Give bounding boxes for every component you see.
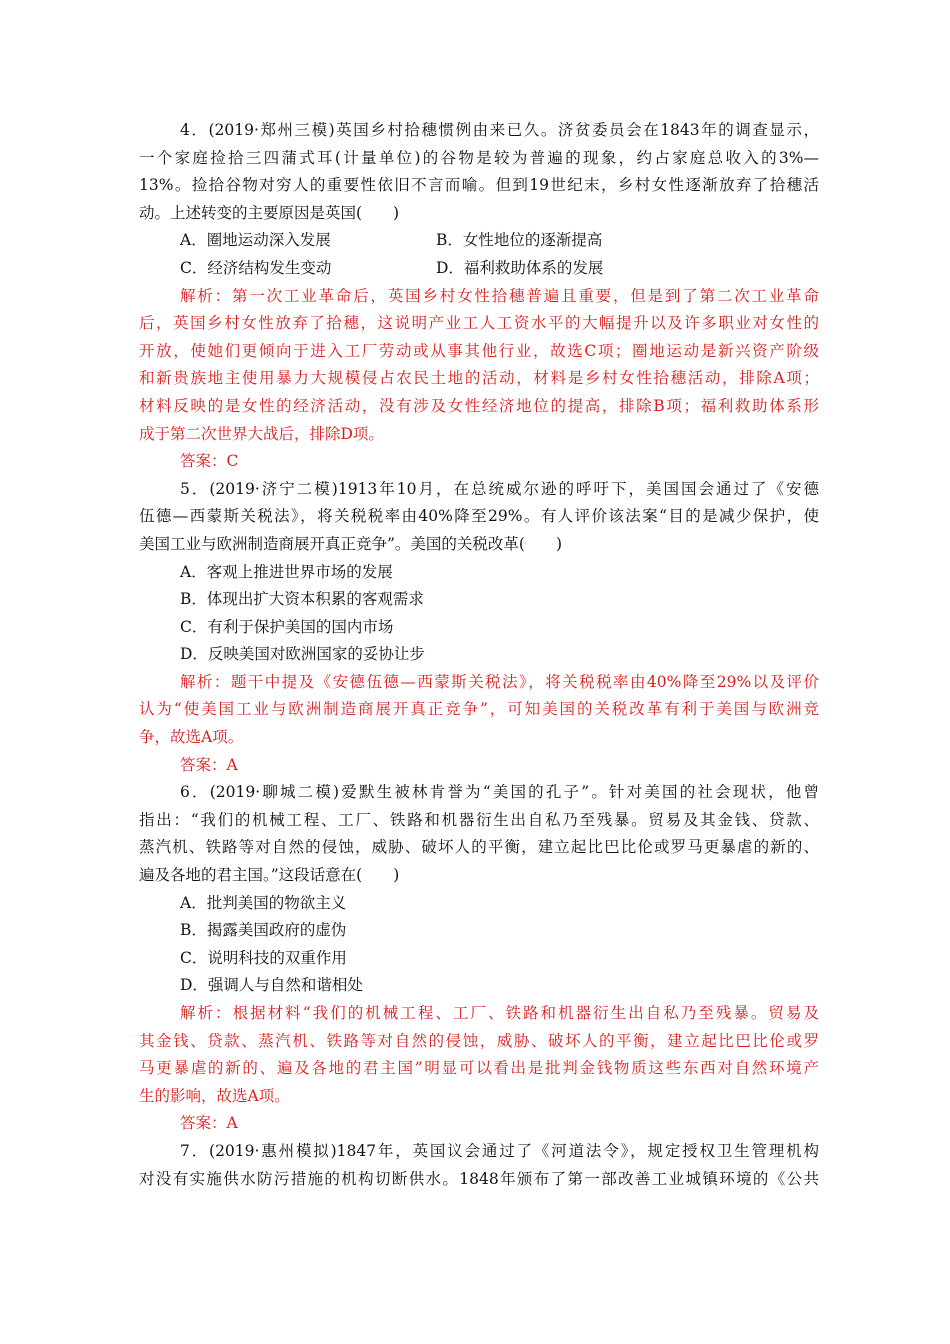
- question-6: [139, 779, 819, 1138]
- question-stem-line: 对没有实施供水防污措施的机构切断供水。1848年颁布了第一部改善工业城镇环境的《公共: [139, 1169, 819, 1188]
- analysis-line: 马更暴虐的新的、遍及各地的君主国”明显可以看出是批判金钱物质这些东西对自然环境产: [139, 1059, 819, 1078]
- option-c: C．说明科技的双重作用: [180, 948, 347, 967]
- question-stem-line: 4．(2019·郑州三模)英国乡村拾穗惯例由来已久。济贫委员会在1843年的调查显示，: [180, 121, 819, 139]
- question-stem-line: 伍德—西蒙斯关税法》，将关税税率由40%降至29%。有人评价该法案“目的是减少保护，使: [139, 507, 819, 526]
- question-stem-line: 蒸汽机、铁路等对自然的侵蚀，威胁、破坏人的平衡，建立起比巴比伦或罗马更暴虐的新的、: [139, 838, 819, 857]
- analysis-line: 成于第二次世界大战后，排除D项。: [139, 424, 384, 443]
- question-stem-line: 一个家庭捡拾三四蒲式耳(计量单位)的谷物是较为普遍的现象，约占家庭总收入的3%—: [139, 148, 819, 167]
- option-d: D．强调人与自然和谐相处: [180, 976, 363, 995]
- options-row: [139, 227, 819, 255]
- question-stem-line: 13%。捡拾谷物对穷人的重要性依旧不言而喻。但到19世纪末，乡村女性逐渐放弃了拾穗活: [139, 176, 819, 195]
- analysis-line: 争，故选A项。: [139, 728, 244, 747]
- question-stem-line: 6．(2019·聊城二模)爱默生被林肯誉为“美国的孔子”。针对美国的社会现状，他曾: [180, 783, 819, 802]
- analysis-line: 后，英国乡村女性放弃了拾穗，这说明产业工人工资水平的大幅提升以及许多职业对女性的: [139, 314, 819, 333]
- option-d: D．福利救助体系的发展: [436, 258, 604, 277]
- question-4: [139, 117, 819, 476]
- option-d: D．反映美国对欧洲国家的妥协让步: [180, 645, 425, 664]
- option-b: B．女性地位的逐渐提高: [436, 231, 603, 250]
- question-7: [139, 1138, 819, 1193]
- option-b: B．揭露美国政府的虚伪: [180, 921, 347, 940]
- options-row: [139, 255, 819, 283]
- option-a: A．圈地运动深入发展: [180, 231, 331, 250]
- option-c: C．经济结构发生变动: [180, 258, 332, 277]
- question-5: [139, 476, 819, 780]
- question-stem-line: 5．(2019·济宁二模)1913年10月，在总统威尔逊的呼吁下，美国国会通过了《安德: [180, 479, 819, 498]
- answer: 答案：C: [180, 452, 239, 471]
- question-stem-line: 动。上述转变的主要原因是英国( ): [139, 203, 400, 222]
- page-content: [139, 117, 819, 1193]
- analysis-line: 开放，使她们更倾向于进入工厂劳动或从事其他行业，故选C项；圈地运动是新兴资产阶级: [139, 341, 819, 360]
- question-stem-line: 美国工业与欧洲制造商展开真正竞争”。美国的关税改革( ): [139, 534, 563, 553]
- option-a: A．客观上推进世界市场的发展: [180, 562, 393, 581]
- analysis-line: 解析：第一次工业革命后，英国乡村女性拾穗普遍且重要，但是到了第二次工业革命: [180, 286, 819, 305]
- question-stem-line: 指出：“我们的机械工程、工厂、铁路和机器衍生出自私乃至残暴。贸易及其金钱、贷款、: [139, 810, 819, 829]
- option-b: B．体现出扩大资本积累的客观需求: [180, 590, 424, 609]
- question-stem-line: 遍及各地的君主国。”这段话意在( ): [139, 866, 400, 885]
- analysis-line: 解析：题干中提及《安德伍德—西蒙斯关税法》，将关税税率由40%降至29%以及评价: [180, 672, 819, 691]
- analysis-line: 材料反映的是女性的经济活动，没有涉及女性经济地位的提高，排除B项；福利救助体系形: [139, 396, 819, 415]
- analysis-line: 认为“使美国工业与欧洲制造商展开真正竞争”，可知美国的关税改革有利于美国与欧洲竞: [139, 700, 819, 719]
- answer: 答案：A: [180, 755, 238, 774]
- analysis-line: 和新贵族地主使用暴力大规模侵占农民土地的活动，材料是乡村女性拾穗活动，排除A项；: [139, 369, 819, 388]
- analysis-line: 解析：根据材料“我们的机械工程、工厂、铁路和机器衍生出自私乃至残暴。贸易及: [180, 1004, 819, 1022]
- question-stem-line: 7．(2019·惠州模拟)1847年，英国议会通过了《河道法令》，规定授权卫生管理机构: [180, 1141, 819, 1160]
- answer: 答案：A: [180, 1114, 238, 1133]
- option-a: A．批判美国的物欲主义: [180, 893, 347, 912]
- analysis-line: 生的影响，故选A项。: [139, 1086, 290, 1105]
- analysis-line: 其金钱、贷款、蒸汽机、铁路等对自然的侵蚀，威胁、破坏人的平衡，建立起比巴比伦或罗: [139, 1031, 819, 1050]
- option-c: C．有利于保护美国的国内市场: [180, 617, 394, 636]
